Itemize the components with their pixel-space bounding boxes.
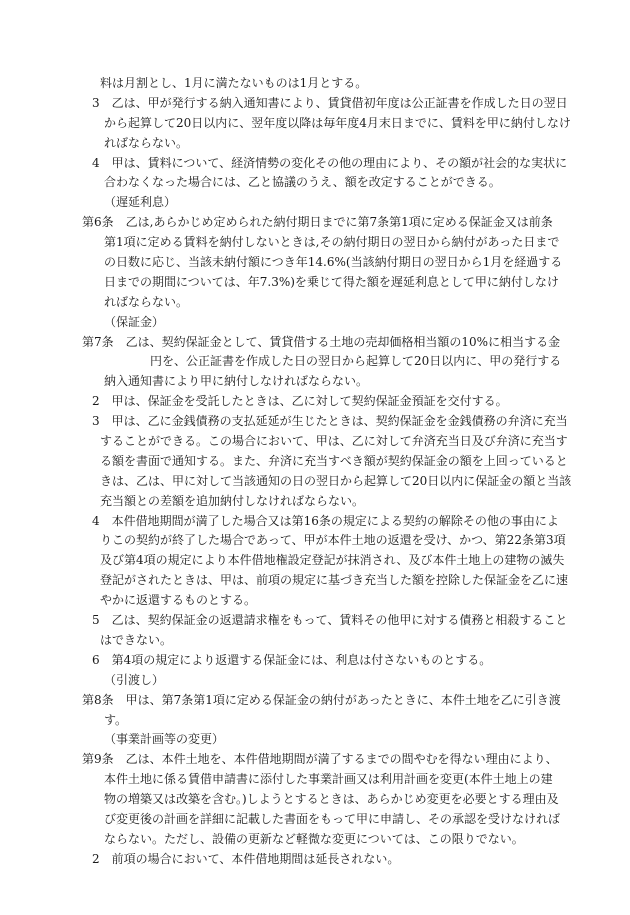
text-line: び変更後の計画を詳細に記載した書面をもって甲に申請し、その承認を受けなければ	[104, 811, 561, 826]
text-line: きは、乙は、甲に対して当該通知の日の翌日から起算して20日以内に保証金の額と当該	[100, 473, 572, 488]
text-line: から起算して20日以内に、翌年度以降は毎年度4月末日までに、賃料を甲に納付しなけ	[104, 115, 571, 130]
paragraph-line: 4 本件借地期間が満了した場合又は第16条の規定による契約の解除その他の事由によ	[92, 513, 559, 528]
text-line: 本件土地に係る賃借申請書に添付した事業計画又は利用計画を変更(本件土地上の建	[104, 772, 553, 787]
text-line: 料は月割とし、1月に満たないものは1月とする。	[100, 76, 368, 90]
text-line: やかに返還するものとする。	[100, 593, 257, 608]
text-line: 登記がされたときは、甲は、前項の規定に基づき充当した額を控除した保証金を乙に速	[100, 573, 569, 588]
text-line: 充当額との差額を追加納付しなければならない。	[100, 493, 365, 508]
text-line: す。	[104, 712, 128, 727]
text-line: 合わなくなった場合には、乙と協議のうえ、額を改定することができる。	[104, 175, 501, 190]
paragraph-line: 3 乙は、甲が発行する納入通知書により、賃貸借初年度は公正証書を作成した日の翌日	[92, 95, 568, 110]
article-caption: （引渡し）	[104, 672, 165, 687]
article-caption: （遅延利息）	[104, 195, 177, 210]
paragraph-line: 4 甲は、賃料について、経済情勢の変化その他の理由により、その額が社会的な実状に	[92, 155, 568, 170]
article-heading-line: 第7条 乙は、契約保証金として、賃貸借する土地の売却価格相当額の10%に相当する金	[82, 334, 561, 349]
article-heading-line: 第8条 甲は、第7条第1項に定める保証金の納付があったときに、本件土地を乙に引き渡	[82, 692, 561, 707]
paragraph-line: 2 前項の場合において、本件借地期間は延長されない。	[92, 851, 400, 866]
article-caption: （事業計画等の変更）	[104, 732, 225, 747]
text-line: 日までの期間については、年7.3%)を乗じて得た額を遅延利息として甲に納付しなけ	[104, 274, 559, 289]
text-line: の日数に応じ、当該未納付額につき年14.6%(当該納付期日の翌日から1月を経過する	[104, 255, 563, 270]
text-line: 物の増築又は改築を含む。)しようとするときは、あらかじめ変更を必要とする理由及	[104, 792, 559, 807]
text-line: はできない。	[100, 632, 173, 647]
paragraph-line: 3 甲は、乙に金銭債務の支払延延が生じたときは、契約保証金を金銭債務の弁済に充当	[92, 414, 568, 429]
text-line: 第1項に定める賃料を納付しないときは,その納付期日の翌日から納付があった日まで	[104, 235, 560, 250]
text-line: ればならない。	[104, 294, 189, 309]
text-line: 納入通知書により甲に納付しなければならない。	[104, 374, 369, 389]
article-caption: （保証金）	[104, 314, 165, 329]
text-line: ればならない。	[104, 135, 189, 150]
article-heading-line: 第6条 乙は,あらかじめ定められた納付期日までに第7条第1項に定める保証金又は前条	[82, 215, 553, 230]
text-line: りこの契約が終了した場合であって、甲が本件土地の返還を受け、かつ、第22条第3項	[100, 533, 566, 548]
text-line: る額を書面で通知する。また、弁済に充当すべき額が契約保証金の額を上回っていると	[100, 453, 568, 468]
text-line: することができる。この場合において、甲は、乙に対して弁済充当日及び弁済に充当す	[100, 434, 568, 449]
article-heading-line: 第9条 乙は、本件土地を、本件借地期間が満了するまでの間やむを得ない理由により、	[82, 752, 558, 767]
text-line: 及び第4項の規定により本件借地権設定登記が抹消され、及び本件土地上の建物の滅失	[100, 553, 565, 568]
paragraph-line: 5 乙は、契約保証金の返還請求権をもって、賃料その他甲に対する債務と相殺すること	[92, 613, 568, 628]
paragraph-line: 2 甲は、保証金を受託したときは、乙に対して契約保証金預証を交付する。	[92, 394, 508, 409]
text-line: 円を、公正証書を作成した日の翌日から起算して20日以内に、甲の発行する	[150, 354, 562, 369]
text-line: ならない。ただし、設備の更新など軽微な変更については、この限りでない。	[104, 831, 524, 846]
paragraph-line: 6 第4項の規定により返還する保証金には、利息は付さないものとする。	[92, 652, 492, 667]
